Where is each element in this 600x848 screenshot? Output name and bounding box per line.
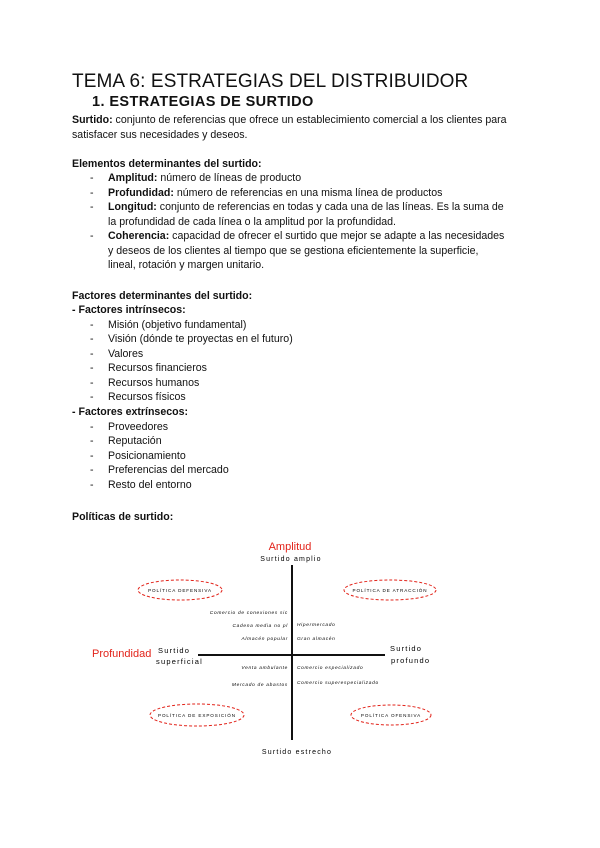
bullet-dash: - xyxy=(90,201,94,213)
quadrant-label: Mercado de abastos xyxy=(231,683,288,688)
politica-ofensiva-label: POLÍTICA OFENSIVA xyxy=(360,713,422,718)
document-title: TEMA 6: ESTRATEGIAS DEL DISTRIBUIDOR xyxy=(72,71,469,92)
surtido-def-line2: satisfacer sus necesidades y deseos. xyxy=(72,128,248,141)
quadrant-label: Cadena media no pl xyxy=(232,624,288,629)
bullet-dash: - xyxy=(90,230,94,242)
surtido-estrecho-label: Surtido estrecho xyxy=(261,749,333,756)
quadrant-label: Comercio especializado xyxy=(297,666,364,671)
surtido-amplio-label: Surtido amplio xyxy=(260,556,322,563)
surtido-superficial-line1: Surtido xyxy=(158,646,191,655)
bullet-dash: - xyxy=(90,172,94,184)
quadrant-label: Comercio superespecializado xyxy=(297,681,379,686)
quadrant-label: Venta ambulante xyxy=(241,666,288,671)
extrinsecos-label: - Factores extrínsecos: xyxy=(72,406,188,418)
quadrant-label: Comercio de conexiones sic xyxy=(209,611,288,616)
elementos-heading: Elementos determinantes del surtido: xyxy=(72,158,262,170)
surtido-profundo-line1: Surtido xyxy=(390,644,423,653)
surtido-term: Surtido: xyxy=(72,114,113,126)
factores-heading: Factores determinantes del surtido: xyxy=(72,290,253,302)
surtido-profundo-line2: profundo xyxy=(391,656,431,665)
surtido-superficial-line2: superficial xyxy=(156,657,203,666)
amplitud-label: Amplitud xyxy=(268,541,312,553)
profundidad-label: Profundidad xyxy=(92,648,152,660)
politica-defensiva-label: POLÍTICA DEFENSIVA xyxy=(148,588,212,593)
bullet-dash: - xyxy=(90,187,94,199)
politicas-heading: Políticas de surtido: xyxy=(72,511,174,523)
surtido-def-line1: conjunto de referencias que ofrece un establecimiento comercial a los clientes para xyxy=(112,114,507,126)
quadrant-label: Hipermercado xyxy=(297,623,336,628)
section-heading: 1. ESTRATEGIAS DE SURTIDO xyxy=(92,94,314,110)
politica-atraccion-label: POLÍTICA DE ATRACCIÓN xyxy=(352,588,428,593)
quadrant-label: Almacén popular xyxy=(241,637,288,642)
intrinsecos-label: - Factores intrínsecos: xyxy=(72,304,186,316)
politica-exposicion-label: POLÍTICA DE EXPOSICIÓN xyxy=(157,713,237,718)
quadrant-label: Gran almacén xyxy=(297,637,336,642)
document-page: TEMA 6: ESTRATEGIAS DEL DISTRIBUIDOR 1. ESTRATEGIAS DE SURTIDO Surtido: conjunto de referencias que ofrece un establecimiento comercial a los clientes para satisfacer sus necesidades y deseos. Elementos determinantes del surtido: - Amplitud: número de líneas de producto - Profundidad: número de referencias en una misma línea de productos - Longitud: conjunto de referencias en todas y cada una de las líneas. Es la suma de la profundidad de cada línea o la amplitud por la profundidad. - Coherencia: capacidad de ofrecer el surtido que mejor se adapte a las necesidades y deseos de los clientes al tiempo que se gestiona eficientemente la superficie, lineal, rotación y margen unitario. Factores determinantes del surtido: - Factores intrínsecos: - Misión (objetivo fundamental) - Visión (dónde te proyectas en el futuro) - Valores - Recursos financieros - Recursos humanos - Recursos físicos - Factores extrínsecos: - Proveedores - Reputación - Posicionamiento - Preferencias del mercado - Resto del entorno Políticas de surtido: Amplitud Profundidad Surtido amplio Surtido estrecho Surtido superficial Surtido profundo POLÍTICA DEFENSIVA POLÍTICA DE ATRACCIÓN POLÍTICA DE EXPOSICIÓN POLÍTICA OFENSIVA Comercio de conexiones sic Cadena media no pl Almacén popular Hipermercado Gran almacén Venta ambulante Mercado de abastos Comercio especializado Comercio superespecializado xyxy=(0,0,600,848)
